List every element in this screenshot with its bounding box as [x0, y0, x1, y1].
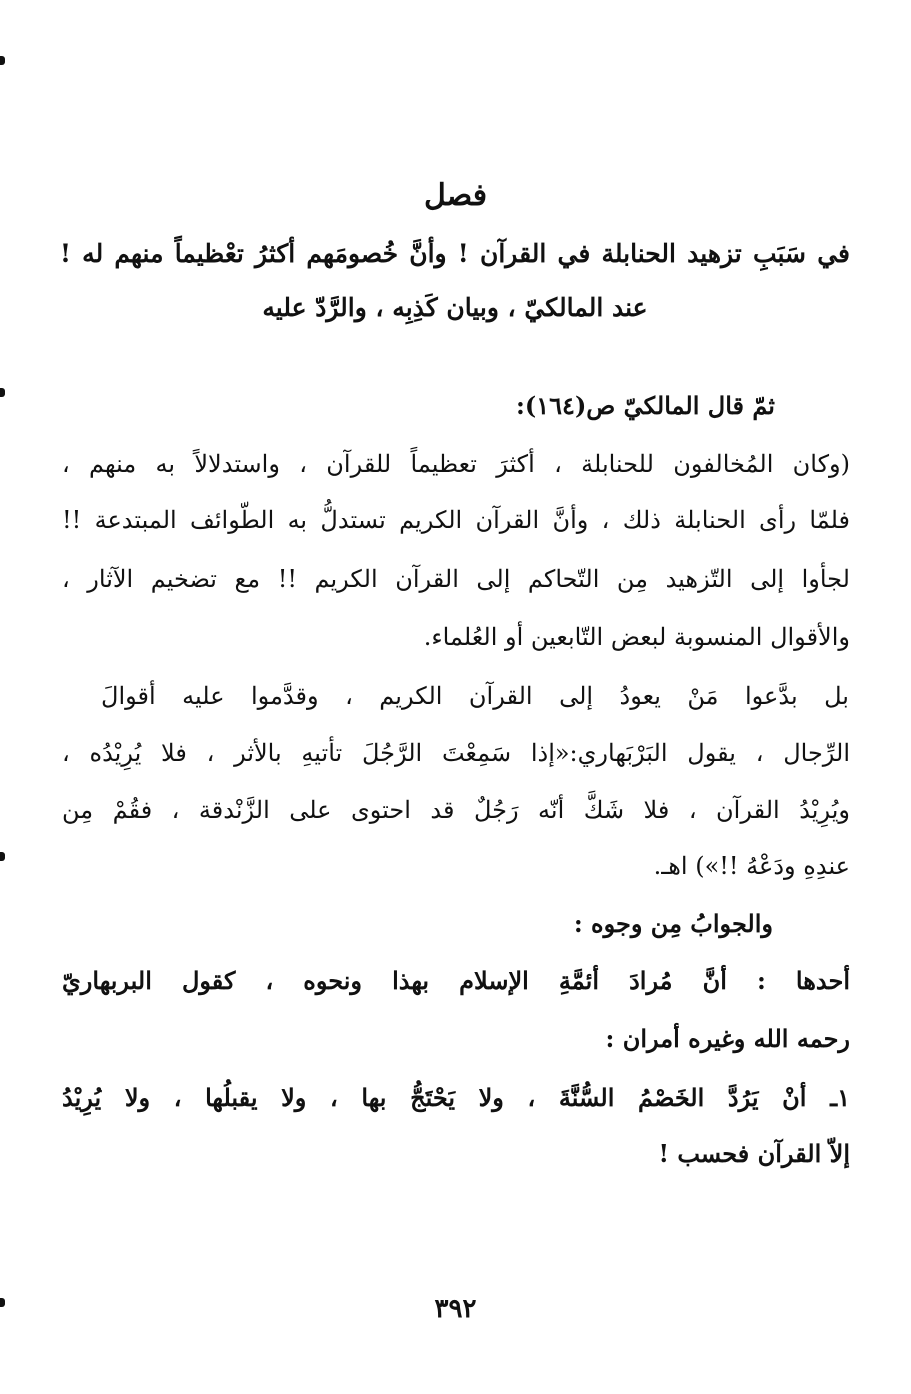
answer-line: رحمه الله وغيره أمران : [605, 1024, 850, 1053]
scan-edge-mark [0, 388, 5, 397]
chapter-heading-line-2: عند المالكيّ ، وبيان كَذِبِه ، والرَّدّ عليه [262, 293, 648, 322]
quote-line: عندِهِ ودَعْهُ !!») اهـ. [653, 852, 850, 880]
section-title: فصل [423, 178, 488, 213]
answer-line: إلاّ القرآن فحسب ! [658, 1139, 850, 1168]
quote-line: بل بدَّعوا مَنْ يعودُ إلى القرآن الكريم ، وقدَّموا عليه أقوالَ [101, 682, 849, 710]
answer-line: أحدها : أنَّ مُرادَ أئمَّةِ الإسلام بهذا ونحوه ، كقول البربهاريّ [62, 966, 850, 995]
answer-line: ١ـ أنْ يَرُدَّ الخَصْمُ السُّنَّةَ ، ولا يَحْتَجُّ بها ، ولا يقبلُها ، ولا يُرِيْدُ [62, 1083, 850, 1112]
quote-line: فلمّا رأى الحنابلة ذلك ، وأنَّ القرآن الكريم تستدلُّ به الطّوائف المبتدعة !! [62, 506, 850, 534]
quote-line: (وكان المُخالفون للحنابلة ، أكثرَ تعظيماً للقرآن ، واستدلالاً به منهم ، [62, 450, 850, 478]
page-number: ٣٩٢ [434, 1294, 477, 1324]
scan-edge-mark [0, 56, 5, 65]
scan-edge-mark [0, 852, 5, 861]
quote-line: والأقوال المنسوبة لبعض التّابعين أو العُلماء. [423, 623, 850, 651]
quote-intro: ثمّ قال المالكيّ ص(١٦٤): [516, 391, 775, 420]
answer-intro: والجوابُ مِن وجوه : [573, 909, 773, 938]
chapter-heading-line-1: في سَبَبِ تزهيد الحنابلة في القرآن ! وأنَّ خُصومَهم أكثرُ تعْظيماً منهم له ! [60, 239, 850, 268]
quote-line: لجأوا إلى التّزهيد مِن التّحاكم إلى القرآن الكريم !! مع تضخيم الآثار ، [62, 565, 850, 593]
quote-line: الرِّجال ، يقول البَرْبَهاري:«إذا سَمِعْتَ الرَّجُلَ تأتيهِ بالأثر ، فلا يُرِيْدُه ، [62, 739, 850, 767]
quote-line: ويُرِيْدُ القرآن ، فلا شَكَّ أنّه رَجُلٌ قد احتوى على الزَّنْدقة ، فقُمْ مِن [62, 796, 850, 824]
